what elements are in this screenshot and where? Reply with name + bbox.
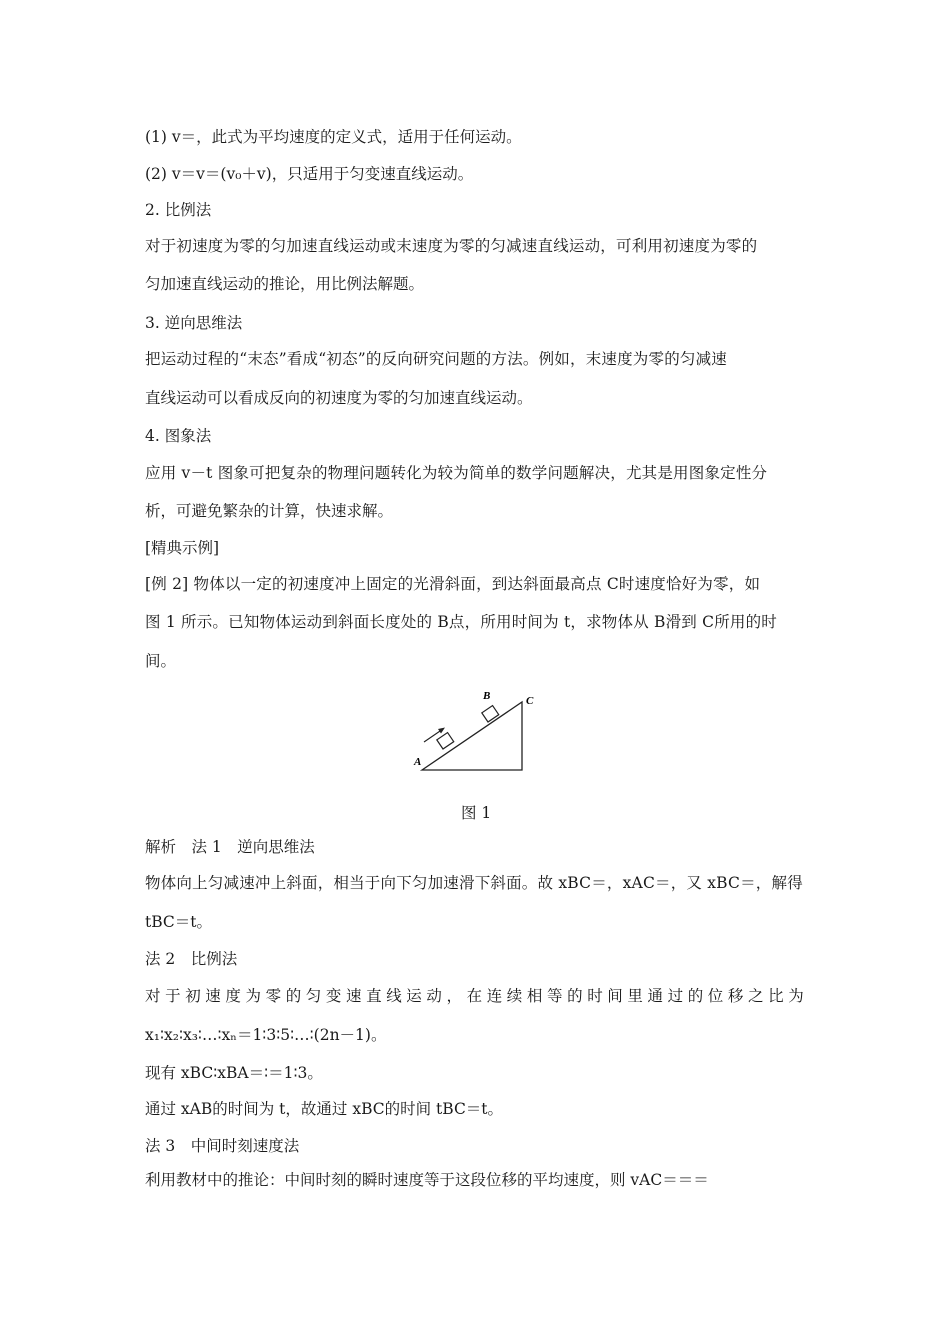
figure-caption: 图 1 — [461, 804, 492, 822]
section-label: [精典示例] — [145, 539, 220, 557]
text-line: x₁∶x₂∶x₃∶…∶xₙ＝1∶3∶5∶…∶(2n－1)。 — [145, 1026, 387, 1044]
arrow-head — [438, 728, 445, 734]
incline-diagram — [410, 686, 550, 778]
text-line: 把运动过程的“末态”看成“初态”的反向研究问题的方法。例如，末速度为零的匀减速 — [145, 350, 727, 368]
example-text: [例 2] 物体以一定的初速度冲上固定的光滑斜面，到达斜面最高点 C时速度恰好为零，如 — [145, 575, 761, 593]
text-line: 现有 xBC∶xBA＝∶＝1∶3。 — [145, 1064, 323, 1082]
text-line: 物体向上匀减速冲上斜面，相当于向下匀加速滑下斜面。故 xBC＝，xAC＝，又 xBC＝，解得 — [145, 874, 803, 892]
label-a: A — [414, 756, 422, 768]
incline-figure — [410, 686, 550, 778]
example-text: 间。 — [145, 652, 177, 670]
text-line: 直线运动可以看成反向的初速度为零的匀加速直线运动。 — [145, 389, 533, 407]
solution-heading: 解析 法 1 逆向思维法 — [145, 838, 315, 856]
section-heading: 2. 比例法 — [145, 201, 212, 219]
text-line: (1) v＝，此式为平均速度的定义式，适用于任何运动。 — [145, 128, 522, 146]
text-line: tBC＝t。 — [145, 913, 212, 931]
text-line: 匀加速直线运动的推论，用比例法解题。 — [145, 275, 425, 293]
text-line: 应用 v－t 图象可把复杂的物理问题转化为较为简单的数学问题解决，尤其是用图象定性分 — [145, 464, 768, 482]
incline-triangle — [422, 702, 522, 770]
block-lower — [437, 733, 454, 749]
section-heading: 3. 逆向思维法 — [145, 314, 243, 332]
text-line: 析，可避免繁杂的计算，快速求解。 — [145, 502, 394, 520]
text-line: 对于初速度为零的匀加速直线运动或末速度为零的匀减速直线运动，可利用初速度为零的 — [145, 237, 758, 255]
label-c: C — [526, 695, 534, 707]
section-heading: 法 3 中间时刻速度法 — [145, 1137, 300, 1155]
label-b: B — [483, 690, 491, 702]
text-line: 通过 xAB的时间为 t，故通过 xBC的时间 tBC＝t。 — [145, 1100, 504, 1118]
section-heading: 法 2 比例法 — [145, 950, 238, 968]
text-line: 对于初速度为零的匀变速直线运动，在连续相等的时间里通过的位移之比为 — [145, 987, 809, 1005]
example-text: 图 1 所示。已知物体运动到斜面长度处的 B点，所用时间为 t，求物体从 B滑到 C所用的时 — [145, 613, 777, 631]
text-line: 利用教材中的推论：中间时刻的瞬时速度等于这段位移的平均速度，则 vAC＝＝＝ — [145, 1171, 709, 1189]
section-heading: 4. 图象法 — [145, 427, 212, 445]
text-line: (2) v＝v＝(v₀＋v)，只适用于匀变速直线运动。 — [145, 165, 474, 183]
